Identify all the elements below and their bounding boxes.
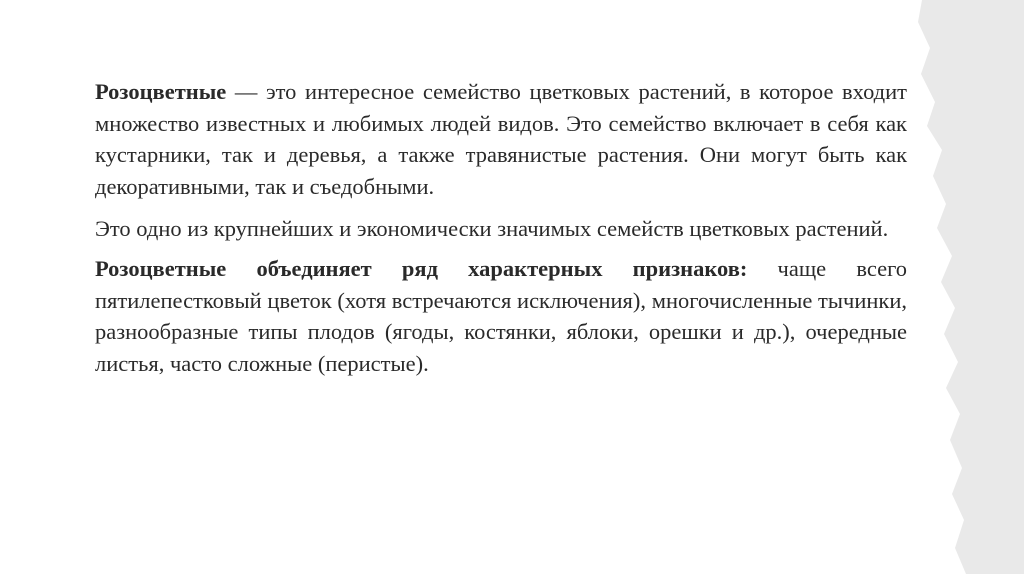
paragraph-1-text: — это интересное семейство цветковых растений, в которое входит множество известных и любимых людей видов. Это семейство включает в себя как кустарники, так и деревья, а также травянистые растения. Они могут быть как декоративными, так и съедобными. xyxy=(95,79,907,199)
paragraph-3-text: чаще всего пятилепестковый цветок (хотя встречаются исключения), многочисленные тычинки, разнообразные типы плодов (ягоды, костянки, яблоки, орешки и др.), очередные листья, часто сложные (перистые). xyxy=(95,255,908,376)
paragraph-2-text: Это одно из крупнейших и экономически значимых семейств цветковых растений. xyxy=(95,216,889,242)
paragraph-3-bold-lead: Розоцветные объединяет ряд характерных признаков: xyxy=(95,255,748,281)
paragraph-1 xyxy=(95,76,907,202)
torn-paper-shape xyxy=(918,0,1024,574)
paragraph-1-bold-lead: Розоцветные xyxy=(95,79,227,104)
paragraph-2 xyxy=(95,213,907,245)
paragraph-3 xyxy=(95,253,907,379)
slide-text-body xyxy=(95,76,907,390)
